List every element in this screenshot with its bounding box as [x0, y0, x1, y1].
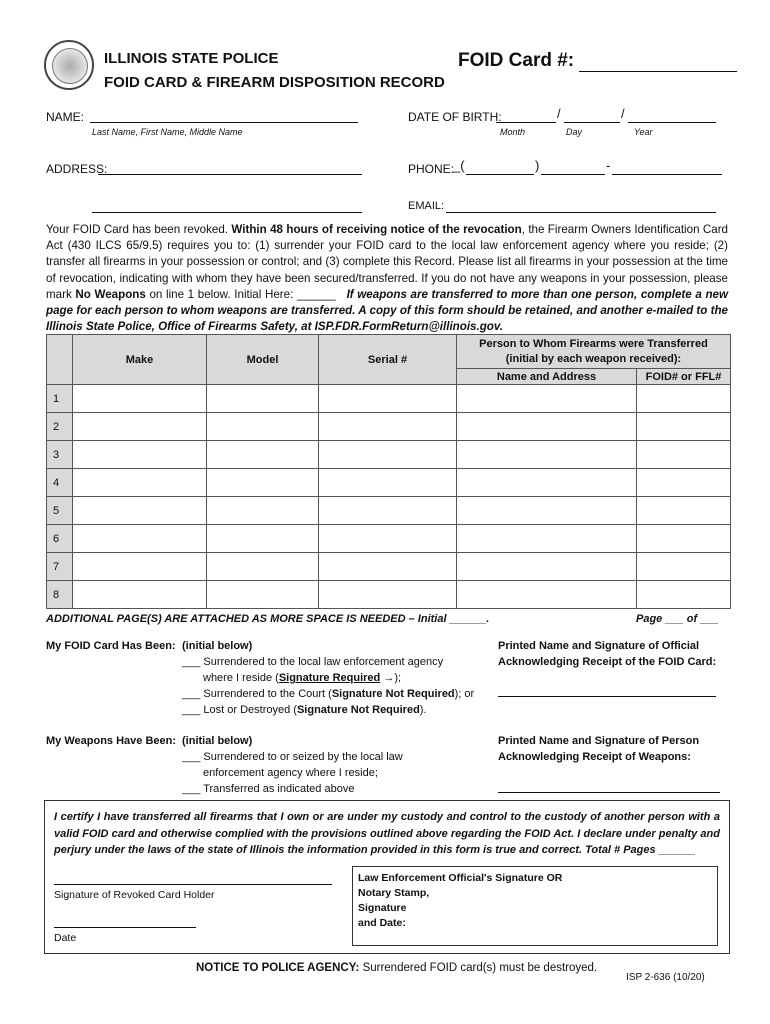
address-field-line1[interactable]	[98, 160, 362, 175]
foid-section-initial: (initial below)	[182, 640, 253, 652]
foid-option-local[interactable]: ___ Surrendered to the local law enforcement agency	[182, 656, 444, 668]
police-notice-text: Surrendered FOID card(s) must be destroyed.	[362, 962, 598, 974]
serial-cell[interactable]	[319, 441, 457, 469]
certification-text: I certify I have transferred all firearms that I own or are under my custody and control to the custody of another person with a valid FOID card and otherwise complied with the provisions outlined above regarding the FOID Act. I declare under penalty and perjury under the laws of the state of Illinois the information provided in this form is true and correct. Total # Pages ______	[54, 811, 720, 856]
signature-required-text: Signature Required	[278, 672, 381, 684]
illinois-state-police-seal	[44, 40, 94, 90]
phone-prefix-field[interactable]	[541, 160, 605, 175]
additional-pages-note: ADDITIONAL PAGE(S) ARE ATTACHED AS MORE SPACE IS NEEDED – Initial ______.	[46, 613, 490, 625]
foid-ffl-cell[interactable]	[637, 469, 731, 497]
foid-ffl-cell[interactable]	[637, 497, 731, 525]
model-cell[interactable]	[207, 469, 319, 497]
instructions-paragraph	[46, 222, 728, 335]
make-cell[interactable]	[73, 469, 207, 497]
table-row	[47, 553, 731, 581]
phone-label: PHONE:	[408, 162, 455, 176]
row-number: 4	[47, 469, 73, 497]
table-row	[47, 525, 731, 553]
weapons-option-surrendered-cont: enforcement agency where I reside;	[203, 767, 378, 779]
foid-option-court[interactable]	[182, 686, 474, 702]
model-cell[interactable]	[207, 581, 319, 609]
dob-day-field[interactable]	[564, 108, 620, 123]
official-signature-label-1: Printed Name and Signature of Official	[498, 640, 700, 652]
name-address-cell[interactable]	[457, 497, 637, 525]
name-address-cell[interactable]	[457, 553, 637, 581]
dob-label: DATE OF BIRTH:	[408, 110, 502, 124]
foid-option-local-text: where I reside (	[203, 672, 279, 684]
email-label: EMAIL:	[408, 200, 445, 212]
phone-dash: -	[606, 158, 611, 173]
serial-cell[interactable]	[319, 581, 457, 609]
instruction-48-hours: Within 48 hours of receiving notice of the revocation	[231, 223, 522, 236]
serial-header: Serial #	[319, 335, 457, 385]
name-address-cell[interactable]	[457, 385, 637, 413]
make-cell[interactable]	[73, 497, 207, 525]
phone-area-code-field[interactable]	[466, 160, 534, 175]
name-label: NAME:	[46, 110, 85, 124]
instruction-requirements: , the Firearm Owners Identification Card Act (430 ILCS 65/9.5) requires you to: (1) surrender your FOID card to the local law enforcement agency where you reside; (2) transfer all firearms in your possession or control; and (3) complete this Record. Please list all firearms in your possession at the time of revocation, indicating with whom they have been secured/transferred. If you do not have any weapons in your possession, please mark	[46, 223, 729, 301]
model-cell[interactable]	[207, 441, 319, 469]
name-address-cell[interactable]	[457, 441, 637, 469]
name-address-cell[interactable]	[457, 581, 637, 609]
foid-ffl-cell[interactable]	[637, 581, 731, 609]
instruction-initial-here: on line 1 below. Initial Here: ______	[149, 287, 336, 301]
foid-ffl-cell[interactable]	[637, 385, 731, 413]
weapons-option-surrendered[interactable]: ___ Surrendered to or seized by the local law	[182, 751, 403, 763]
serial-cell[interactable]	[319, 525, 457, 553]
dob-year-label: Year	[634, 127, 653, 137]
foid-ffl-cell[interactable]	[637, 441, 731, 469]
firearms-table-body	[46, 334, 731, 609]
model-header: Model	[207, 335, 319, 385]
address-label: ADDRESS:	[46, 162, 108, 176]
dob-month-field[interactable]	[496, 108, 556, 123]
row-number: 7	[47, 553, 73, 581]
foid-ffl-cell[interactable]	[637, 413, 731, 441]
table-row	[47, 413, 731, 441]
person-signature-label-1: Printed Name and Signature of Person	[498, 735, 700, 747]
dob-month-label: Month	[500, 127, 526, 137]
le-label-4: and Date:	[358, 917, 406, 929]
foid-option-lost[interactable]	[182, 702, 427, 718]
police-notice-label: NOTICE TO POLICE AGENCY:	[196, 962, 360, 974]
serial-cell[interactable]	[319, 469, 457, 497]
dob-day-label: Day	[566, 127, 583, 137]
signature-not-required-text: Signature Not Required	[331, 688, 455, 700]
make-cell[interactable]	[73, 413, 207, 441]
weapons-option-transferred[interactable]: ___ Transferred as indicated above	[182, 783, 355, 795]
foid-ffl-header: FOID# or FFL#	[637, 369, 731, 385]
row-number: 8	[47, 581, 73, 609]
model-cell[interactable]	[207, 385, 319, 413]
table-row	[47, 385, 731, 413]
name-address-header: Name and Address	[457, 369, 637, 385]
agency-name: ILLINOIS STATE POLICE	[104, 50, 279, 67]
foid-number-field[interactable]	[458, 50, 737, 72]
date-line[interactable]	[54, 915, 196, 928]
signature-not-required-text: Signature Not Required	[296, 704, 420, 716]
transfer-header	[457, 335, 731, 369]
instruction-no-weapons: No Weapons	[75, 287, 146, 301]
police-notice	[196, 962, 597, 974]
form-title: FOID CARD & FIREARM DISPOSITION RECORD	[104, 74, 445, 91]
instruction-transfer-note: If weapons are transferred to more than one person, complete a new page for each person to whom weapons are transferred. A copy of this form should be retained, and another e-mailed to the Illinois State Police, Office of Firearms Safety, at ISP.FDR.FormReturn@illinois.gov.	[46, 287, 728, 334]
foid-option-local-end: →);	[380, 672, 402, 684]
foid-option-court-text: ___ Surrendered to the Court (	[182, 688, 332, 700]
page-of-field: Page ___ of ___	[636, 613, 719, 625]
dob-separator: /	[621, 106, 625, 121]
foid-option-lost-text: ___ Lost or Destroyed (	[182, 704, 297, 716]
dob-year-field[interactable]	[628, 108, 716, 123]
person-signature-line[interactable]	[498, 780, 720, 793]
make-cell[interactable]	[73, 441, 207, 469]
le-label-1: Law Enforcement Official's Signature OR	[358, 872, 563, 884]
serial-cell[interactable]	[319, 497, 457, 525]
phone-close-paren: )	[535, 158, 540, 173]
table-row	[47, 469, 731, 497]
foid-option-local-cont	[203, 670, 401, 686]
phone-line-field[interactable]	[612, 160, 722, 175]
dob-separator: /	[557, 106, 561, 121]
address-field-line2[interactable]	[92, 198, 362, 213]
foid-ffl-cell[interactable]	[637, 525, 731, 553]
phone-open-paren: _(	[453, 158, 465, 173]
foid-number-label: FOID Card #:	[458, 50, 575, 71]
foid-option-court-end: ); or	[454, 688, 475, 700]
transfer-header-line1: Person to Whom Firearms were Transferred	[479, 337, 708, 350]
make-cell[interactable]	[73, 525, 207, 553]
holder-signature-line[interactable]	[54, 872, 332, 885]
person-signature-label-2: Acknowledging Receipt of Weapons:	[498, 751, 691, 763]
name-sublabel: Last Name, First Name, Middle Name	[92, 127, 243, 137]
make-cell[interactable]	[73, 385, 207, 413]
model-cell[interactable]	[207, 497, 319, 525]
row-number-header	[47, 335, 73, 385]
make-cell[interactable]	[73, 581, 207, 609]
table-row	[47, 441, 731, 469]
name-field[interactable]	[90, 108, 358, 123]
foid-option-lost-end: ).	[419, 704, 427, 716]
weapons-section-label: My Weapons Have Been:	[46, 735, 177, 747]
name-address-cell[interactable]	[457, 469, 637, 497]
date-label: Date	[54, 932, 77, 944]
serial-cell[interactable]	[319, 413, 457, 441]
instruction-revoked: Your FOID Card has been revoked.	[46, 223, 229, 236]
le-label-2: Notary Stamp,	[358, 887, 430, 899]
weapons-section-initial: (initial below)	[182, 735, 253, 747]
foid-number-line[interactable]	[579, 53, 737, 72]
name-address-cell[interactable]	[457, 525, 637, 553]
model-cell[interactable]	[207, 525, 319, 553]
row-number: 1	[47, 385, 73, 413]
make-cell[interactable]	[73, 553, 207, 581]
row-number: 3	[47, 441, 73, 469]
table-row	[47, 581, 731, 609]
holder-signature-label: Signature of Revoked Card Holder	[54, 889, 215, 901]
model-cell[interactable]	[207, 413, 319, 441]
transfer-header-line2: (initial by each weapon received):	[505, 352, 682, 365]
row-number: 2	[47, 413, 73, 441]
row-number: 5	[47, 497, 73, 525]
email-field[interactable]	[446, 198, 716, 213]
serial-cell[interactable]	[319, 553, 457, 581]
foid-section-label: My FOID Card Has Been:	[46, 640, 176, 652]
foid-ffl-cell[interactable]	[637, 553, 731, 581]
official-signature-label-2: Acknowledging Receipt of the FOID Card:	[498, 656, 717, 668]
table-row	[47, 497, 731, 525]
law-enforcement-labels	[358, 871, 562, 931]
serial-cell[interactable]	[319, 385, 457, 413]
official-signature-line[interactable]	[498, 684, 716, 697]
row-number: 6	[47, 525, 73, 553]
le-label-3: Signature	[358, 902, 407, 914]
model-cell[interactable]	[207, 553, 319, 581]
name-address-cell[interactable]	[457, 413, 637, 441]
form-number: ISP 2-636 (10/20)	[626, 972, 705, 983]
make-header: Make	[73, 335, 207, 385]
